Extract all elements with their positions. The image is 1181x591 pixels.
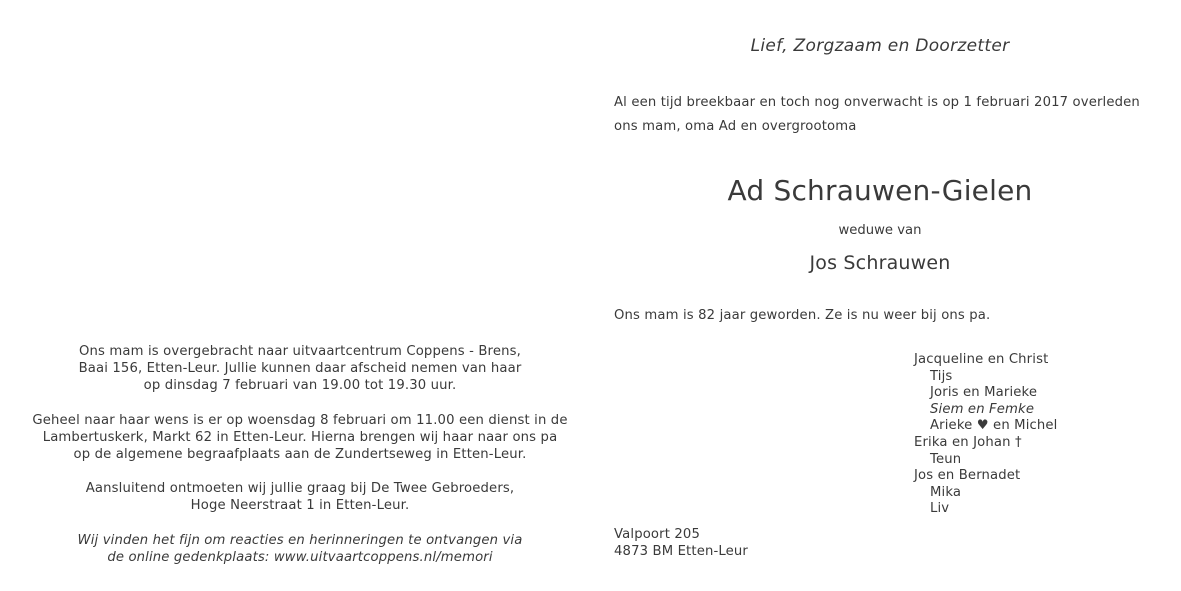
transfer-paragraph [30, 343, 570, 395]
family-member: Jacqueline en Christ [914, 352, 1049, 367]
family-member: Liv [930, 501, 950, 517]
family-member: Arieke ♥ en Michel [930, 418, 1058, 434]
service-line: Lambertuskerk, Markt 62 in Etten-Leur. Hierna brengen wij haar naar ons pa [42, 429, 558, 445]
address-street: Valpoort 205 [614, 527, 701, 542]
online-paragraph [30, 532, 570, 566]
funeral-info [30, 343, 570, 583]
gathering-line: Aansluitend ontmoeten wij jullie graag bij De Twee Gebroeders, [85, 481, 515, 497]
intro-line: Al een tijd breekbaar en toch nog onverwacht is op 1 februari 2017 overleden [614, 95, 1140, 110]
intro-text [614, 91, 1174, 139]
family-list [914, 352, 1058, 518]
family-member: Erika en Johan † [914, 434, 1022, 450]
family-member: Mika [930, 484, 962, 500]
family-member: Teun [930, 451, 962, 467]
deceased-name: Ad Schrauwen-Gielen [727, 174, 1033, 207]
husband-name: Jos Schrauwen [809, 252, 951, 274]
online-line: de online gedenkplaats: www.uitvaartcoppens.nl/memori [107, 549, 493, 565]
gathering-line: Hoge Neerstraat 1 in Etten-Leur. [190, 498, 410, 514]
service-paragraph [30, 412, 570, 464]
family-member: Jos en Bernadet [914, 468, 1021, 484]
service-line: op de algemene begraafplaats aan de Zundertseweg in Etten-Leur. [73, 447, 527, 463]
widow-label: weduwe van [838, 223, 922, 238]
family-member: Tijs [930, 368, 953, 384]
service-line: Geheel naar haar wens is er op woensdag 8 februari om 11.00 een dienst in de [32, 412, 568, 428]
address [614, 527, 748, 560]
motto: Lief, Zorgzaam en Doorzetter [750, 36, 1010, 56]
address-city: 4873 BM Etten-Leur [614, 543, 748, 559]
transfer-line: Baai 156, Etten-Leur. Jullie kunnen daar afscheid nemen van haar [78, 361, 522, 377]
age-text: Ons mam is 82 jaar geworden. Ze is nu weer bij ons pa. [614, 308, 991, 323]
intro-line: ons mam, oma Ad en overgrootoma [614, 119, 857, 134]
transfer-line: Ons mam is overgebracht naar uitvaartcentrum Coppens - Brens, [79, 344, 521, 359]
online-line: Wij vinden het fijn om reacties en herinneringen te ontvangen via [77, 532, 523, 548]
family-member: Siem en Femke [930, 401, 1035, 417]
family-member: Joris en Marieke [930, 385, 1038, 401]
transfer-line: op dinsdag 7 februari van 19.00 tot 19.30 uur. [143, 378, 457, 394]
gathering-paragraph [30, 480, 570, 514]
